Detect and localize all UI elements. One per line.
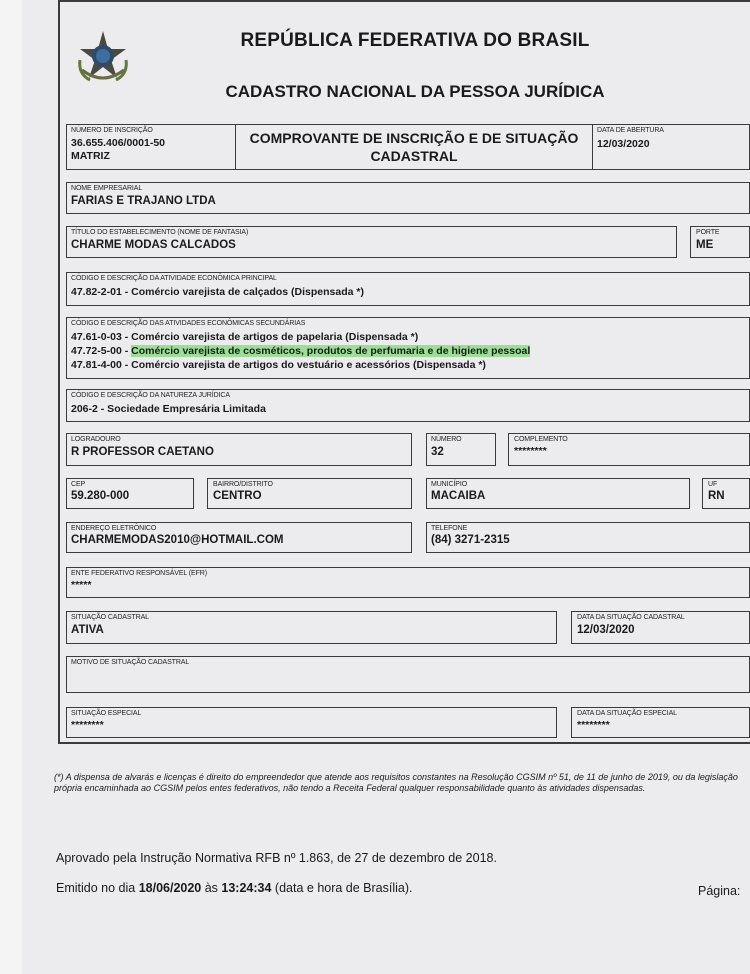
atividade-secundaria-1: 47.61-0-03 - Comércio varejista de artigos de papelaria (Dispensada *) <box>71 331 419 343</box>
uf-label: UF <box>708 481 718 488</box>
porte-value: ME <box>696 239 714 251</box>
comprovante-title-line2: CADASTRAL <box>370 148 458 164</box>
email-label: ENDEREÇO ELETRÔNICO <box>71 525 157 532</box>
complemento-label: COMPLEMENTO <box>514 436 568 443</box>
efr-label: ENTE FEDERATIVO RESPONSÁVEL (EFR) <box>71 570 207 577</box>
data-situacao-especial-value: ******** <box>577 719 610 731</box>
atividade-secundaria-2-code: 47.72-5-00 - <box>71 345 132 357</box>
abertura-value: 12/03/2020 <box>597 138 650 150</box>
data-situacao-value: 12/03/2020 <box>577 624 635 636</box>
numero-value: 32 <box>431 446 444 458</box>
emitido-mid: às <box>201 881 222 895</box>
atividade-secundaria-3: 47.81-4-00 - Comércio varejista de artigos do vestuário e acessórios (Dispensada *) <box>71 359 486 371</box>
inscricao-number: 36.655.406/0001-50 <box>71 137 166 149</box>
situacao-value: ATIVA <box>71 624 104 636</box>
uf-value: RN <box>708 490 725 502</box>
page-left-margin <box>0 0 22 974</box>
motivo-label: MOTIVO DE SITUAÇÃO CADASTRAL <box>71 659 190 666</box>
logradouro-value: R PROFESSOR CAETANO <box>71 446 214 458</box>
dispensa-footnote: (*) A dispensa de alvarás e licenças é direito do empreendedor que atende aos requisitos constantes na Resolução CGSIM nº 51, de 11 de junho de 2019, ou da legislação própria encaminhada ao CGSIM pelos entes federativos, não tendo a Receita Federal qualquer responsabilidade quanto às atividades dispensadas. <box>54 772 738 793</box>
data-situacao-especial-label: DATA DA SITUAÇÃO ESPECIAL <box>577 710 677 717</box>
pagina-label: Página: <box>698 884 741 898</box>
natureza-label: CÓDIGO E DESCRIÇÃO DA NATUREZA JURÍDICA <box>71 392 230 399</box>
atividade-principal-label: CÓDIGO E DESCRIÇÃO DA ATIVIDADE ECONÔMICA PRINCIPAL <box>71 275 277 282</box>
situacao-especial-label: SITUAÇÃO ESPECIAL <box>71 710 142 717</box>
municipio-value: MACAIBA <box>431 490 486 502</box>
telefone-label: TELEFONE <box>431 525 468 532</box>
abertura-label: DATA DE ABERTURA <box>597 127 664 134</box>
data-situacao-label: DATA DA SITUAÇÃO CADASTRAL <box>577 614 685 621</box>
emitido-date: 18/06/2020 <box>138 881 202 895</box>
cep-value: 59.280-000 <box>71 490 130 502</box>
logradouro-label: LOGRADOURO <box>71 436 121 443</box>
brazil-coat-of-arms-icon <box>76 30 130 84</box>
aprovado-text: Aprovado pela Instrução Normativa RFB nº 1.863, de 27 de dezembro de 2018. <box>56 851 497 865</box>
emitido-suffix: (data e hora de Brasília). <box>271 881 413 895</box>
natureza-value: 206-2 - Sociedade Empresária Limitada <box>71 403 266 415</box>
municipio-label: MUNICÍPIO <box>431 481 468 488</box>
bairro-label: BAIRRO/DISTRITO <box>213 481 273 488</box>
document-title: REPÚBLICA FEDERATIVA DO BRASIL <box>240 30 590 51</box>
complemento-value: ******** <box>514 445 547 457</box>
emitido-text <box>56 881 413 895</box>
inscricao-label: NÚMERO DE INSCRIÇÃO <box>71 127 153 134</box>
bairro-value: CENTRO <box>213 490 262 502</box>
atividades-secundarias-label: CÓDIGO E DESCRIÇÃO DAS ATIVIDADES ECONÔMICAS SECUNDÁRIAS <box>71 320 306 327</box>
comprovante-title-line1: COMPROVANTE DE INSCRIÇÃO E DE SITUAÇÃO <box>249 130 579 146</box>
nome-empresarial-value: FARIAS E TRAJANO LTDA <box>71 195 216 207</box>
fantasia-value: CHARME MODAS CALCADOS <box>71 239 236 251</box>
atividade-principal-value: 47.82-2-01 - Comércio varejista de calçados (Dispensada *) <box>71 286 364 298</box>
cep-label: CEP <box>71 481 86 488</box>
emitido-time: 13:24:34 <box>221 881 272 895</box>
document-subtitle: CADASTRO NACIONAL DA PESSOA JURÍDICA <box>225 82 605 101</box>
inscricao-type: MATRIZ <box>71 150 110 162</box>
situacao-label: SITUAÇÃO CADASTRAL <box>71 614 149 621</box>
emitido-prefix: Emitido no dia <box>56 881 139 895</box>
efr-value: ***** <box>71 579 92 591</box>
email-value: CHARMEMODAS2010@HOTMAIL.COM <box>71 534 284 546</box>
numero-label: NÚMERO <box>431 436 462 443</box>
porte-label: PORTE <box>696 229 720 236</box>
fantasia-label: TÍTULO DO ESTABELECIMENTO (NOME DE FANTASIA) <box>71 229 249 236</box>
nome-empresarial-label: NOME EMPRESARIAL <box>71 185 143 192</box>
situacao-especial-value: ******** <box>71 719 104 731</box>
highlighted-activity: Comércio varejista de cosméticos, produtos de perfumaria e de higiene pessoal <box>131 345 531 357</box>
telefone-value: (84) 3271-2315 <box>431 534 510 546</box>
atividade-secundaria-2 <box>71 345 530 357</box>
